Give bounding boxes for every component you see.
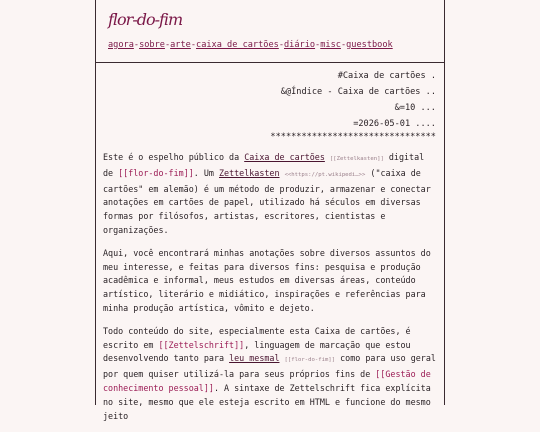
nav-separator: - <box>278 40 284 50</box>
ref-zettelkasten[interactable]: [[Zettelkasten]] <box>329 156 384 162</box>
nav-separator: - <box>190 40 197 50</box>
card-title: #Caixa de cartões . <box>337 71 436 81</box>
nav-arte[interactable]: arte <box>170 40 191 50</box>
link-zettelkasten[interactable]: Zettelkasten <box>219 167 280 178</box>
text: . A sintaxe de Zettelschrift fica explícita no site, mesmo que ele esteja escrito em HTML e funcione do mesmo jeito <box>103 382 431 421</box>
card-id: &=10 ... <box>394 103 436 113</box>
text: Todo conteúdo do site, especialmente esta Caixa de cartões, é escrito em <box>103 325 411 350</box>
card-index-link[interactable]: &@Índice - Caixa de cartões .. <box>280 87 436 97</box>
ref-gestao-conhecimento[interactable]: [[Gestão de conhecimento pessoal]] <box>103 369 431 393</box>
text: ("caixa de cartões" em alemão) é um método de produzir, armazenar e conectar anotações em cartões de papel, utilizado há séculos em diversas formas por filósofos, artistas, escritores, cientistas e organizações. <box>103 167 431 235</box>
nav-separator: - <box>133 40 140 50</box>
nav-guestbook[interactable]: guestbook <box>346 40 393 50</box>
paragraph-2: Aqui, você encontrará minhas anotações sobre diversos assuntos do meu interesse, e feitas para diversos fins: pesquisa e produção acadêmica e informal, meus estudos em diversas áreas, conteúdo artístico, literário e midiático, inspirações e referências para minha produção artística, vômito e dejeto. <box>103 247 431 313</box>
ref-zettelschrift[interactable]: [[Zettelschrift]] <box>158 339 245 350</box>
nav-separator: - <box>164 40 171 50</box>
text: como para uso geral por quem quiser utilizá-la para seus próprios fins de <box>103 353 436 380</box>
nav-diario[interactable]: diário <box>284 40 316 50</box>
header-divider <box>96 62 445 63</box>
ref-flor-do-fim[interactable]: [[flor-do-fim]] <box>118 167 194 178</box>
page-frame <box>95 0 445 421</box>
link-leu-mesmal[interactable]: leu mesmal <box>229 353 280 364</box>
link-caixa-de-cartoes[interactable]: Caixa de cartões <box>244 152 325 162</box>
main-nav <box>108 40 393 50</box>
site-logo[interactable]: flor-do-fim <box>108 10 183 29</box>
url-wikipedia[interactable]: <<https://pt.wikipedi…>> <box>284 171 366 178</box>
site-header <box>102 4 438 60</box>
nav-caixa-de-cartoes[interactable]: caixa de cartões <box>196 40 279 50</box>
nav-separator: - <box>315 40 321 50</box>
paragraph-3 <box>103 325 437 424</box>
nav-separator: - <box>340 40 347 50</box>
text: digital de <box>103 152 425 178</box>
ref-flor-do-fim-small[interactable]: [[flor-do-fim]] <box>284 357 336 364</box>
card-content <box>103 151 437 432</box>
nav-agora[interactable]: agora <box>108 40 134 50</box>
card-date: =2026-05-01 .... <box>353 119 436 129</box>
text: . Um <box>193 167 219 178</box>
text: Este é o espelho público da <box>103 152 245 162</box>
paragraph-1 <box>103 151 437 238</box>
text: , linguagem de marcação que estou desenvolvendo tanto para <box>103 339 411 364</box>
card-meta <box>281 68 436 132</box>
meta-separator: ******************************** <box>270 132 436 142</box>
nav-sobre[interactable]: sobre <box>139 40 165 50</box>
nav-misc[interactable]: misc <box>320 40 341 50</box>
